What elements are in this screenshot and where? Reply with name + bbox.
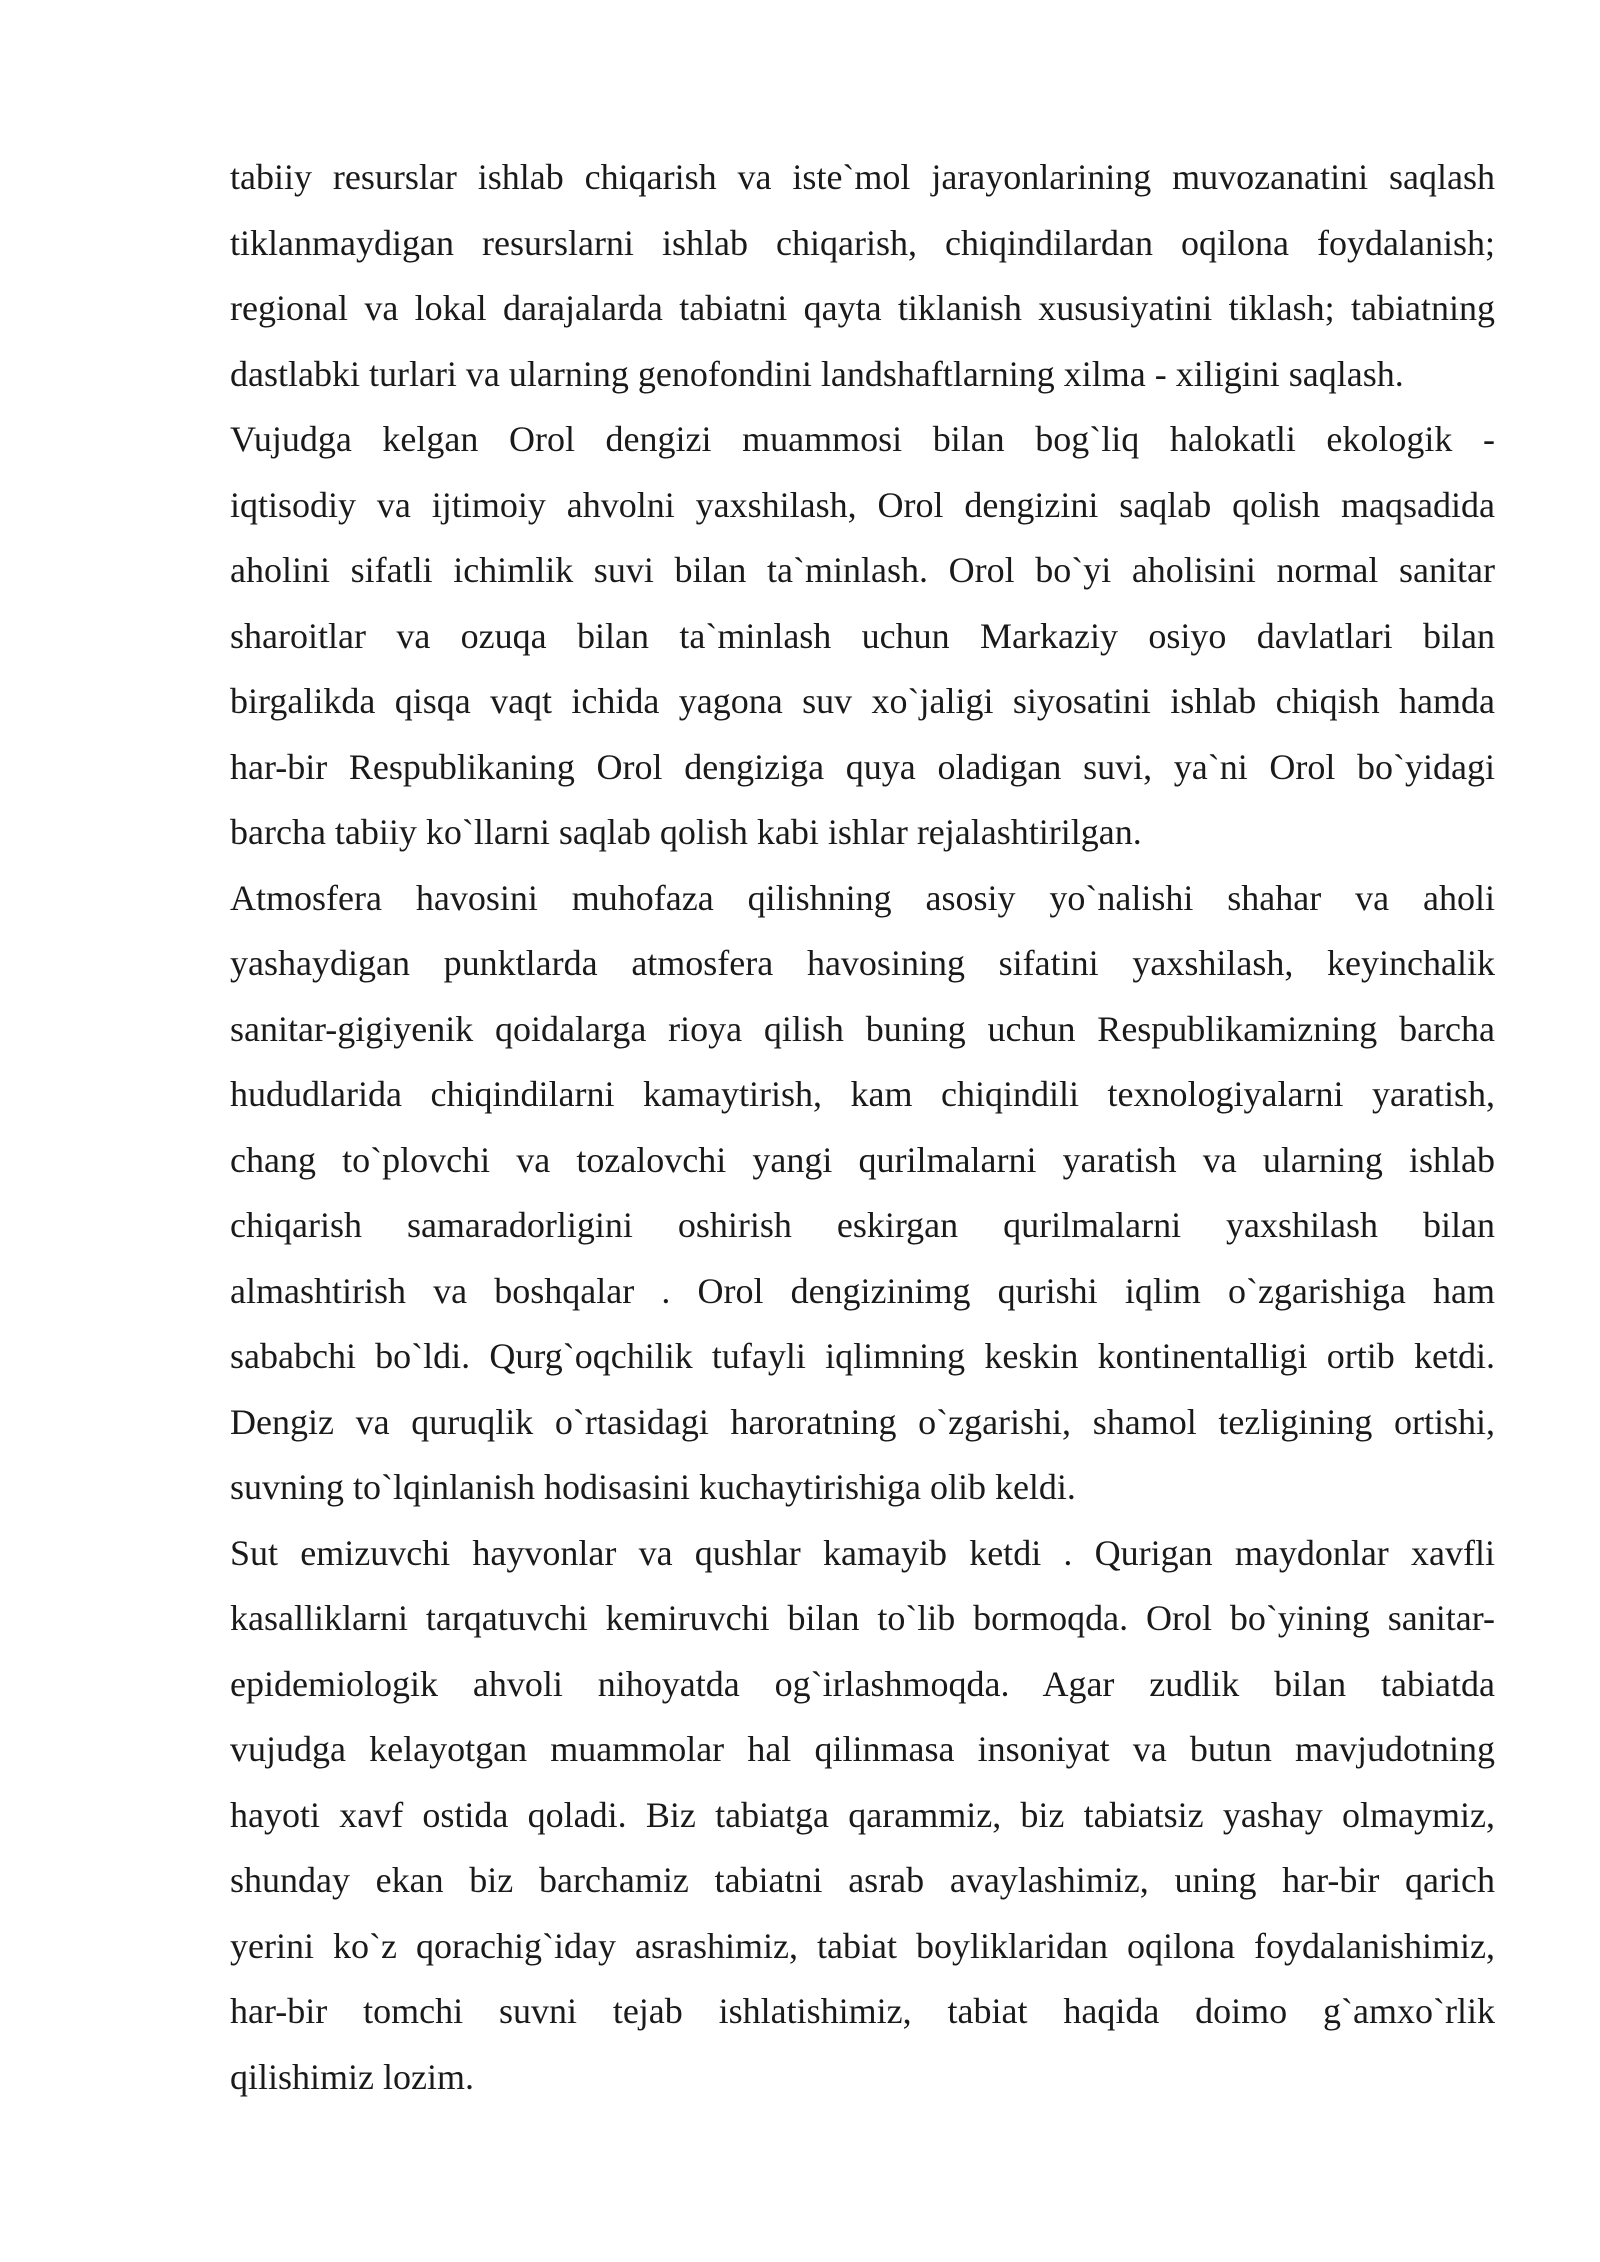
text-line: sanitar-gigiyenik qoidalarga rioya qilish buning uchun Respublikamizning barcha [230,1008,1495,1049]
text-line: tiklanmaydigan resurslarni ishlab chiqarish, chiqindilardan oqilona foydalanish; [230,222,1495,263]
text-line: suvning to`lqinlanish hodisasini kuchaytirishiga olib keldi. [230,1467,1076,1507]
text-line: qilishimiz lozim. [230,2056,474,2097]
text-line: hududlarida chiqindilarni kamaytirish, kam chiqindili texnologiyalarni yaratish, [230,1074,1495,1114]
text-line: birgalikda qisqa vaqt ichida yagona suv xo`jaligi siyosatini ishlab chiqish hamda [230,681,1495,721]
text-line: hayoti xavf ostida qoladi. Biz tabiatga qarammiz, biz tabiatsiz yashay olmaymiz, [230,1794,1495,1835]
text-line: har-bir Respublikaning Orol dengiziga quya oladigan suvi, ya`ni Orol bo`yidagi [230,746,1495,787]
text-line: aholini sifatli ichimlik suvi bilan ta`minlash. Orol bo`yi aholisini normal sanitar [230,550,1495,590]
text-line: barcha tabiiy ko`llarni saqlab qolish kabi ishlar rejalashtirilgan. [230,812,1142,852]
text-line: almashtirish va boshqalar . Orol dengizinimg qurishi iqlim o`zgarishiga ham [230,1270,1495,1311]
text-line: vujudga kelayotgan muammolar hal qilinmasa insoniyat va butun mavjudotning [230,1729,1495,1769]
text-line: epidemiologik ahvoli nihoyatda og`irlashmoqda. Agar zudlik bilan tabiatda [230,1663,1495,1704]
text-line: Vujudga kelgan Orol dengizi muammosi bilan bog`liq halokatli ekologik - [230,419,1495,459]
text-line: har-bir tomchi suvni tejab ishlatishimiz, tabiat haqida doimo g`amxo`rlik [230,1991,1495,2031]
text-line: Atmosfera havosini muhofaza qilishning asosiy yo`nalishi shahar va aholi [230,877,1495,918]
text-line: Sut emizuvchi hayvonlar va qushlar kamayib ketdi . Qurigan maydonlar xavfli [230,1532,1495,1573]
text-line: sharoitlar va ozuqa bilan ta`minlash uchun Markaziy osiyo davlatlari bilan [230,615,1495,656]
text-line: regional va lokal darajalarda tabiatni qayta tiklanish xususiyatini tiklash; tabiatning [230,288,1495,328]
text-line: yerini ko`z qorachig`iday asrashimiz, tabiat boyliklaridan oqilona foydalanishimiz, [230,1925,1495,1966]
text-line: chang to`plovchi va tozalovchi yangi qurilmalarni yaratish va ularning ishlab [230,1139,1495,1180]
text-line: dastlabki turlari va ularning genofondini landshaftlarning xilma - xiligini saqlash. [230,353,1404,394]
text-line: iqtisodiy va ijtimoiy ahvolni yaxshilash, Orol dengizini saqlab qolish maqsadida [230,484,1495,525]
text-line: shunday ekan biz barchamiz tabiatni asrab avaylashimiz, uning har-bir qarich [230,1860,1495,1900]
text-line: Dengiz va quruqlik o`rtasidagi haroratning o`zgarishi, shamol tezligining ortishi, [230,1401,1495,1442]
body-text [230,145,1495,2110]
text-line: kasalliklarni tarqatuvchi kemiruvchi bilan to`lib bormoqda. Orol bo`yining sanitar- [230,1598,1495,1638]
text-line: yashaydigan punktlarda atmosfera havosining sifatini yaxshilash, keyinchalik [230,943,1495,983]
text-line: chiqarish samaradorligini oshirish eskirgan qurilmalarni yaxshilash bilan [230,1205,1495,1245]
text-line: sababchi bo`ldi. Qurg`oqchilik tufayli iqlimning keskin kontinentalligi ortib ketdi. [230,1336,1495,1376]
text-line: tabiiy resurslar ishlab chiqarish va iste`mol jarayonlarining muvozanatini saqlash [230,157,1495,197]
